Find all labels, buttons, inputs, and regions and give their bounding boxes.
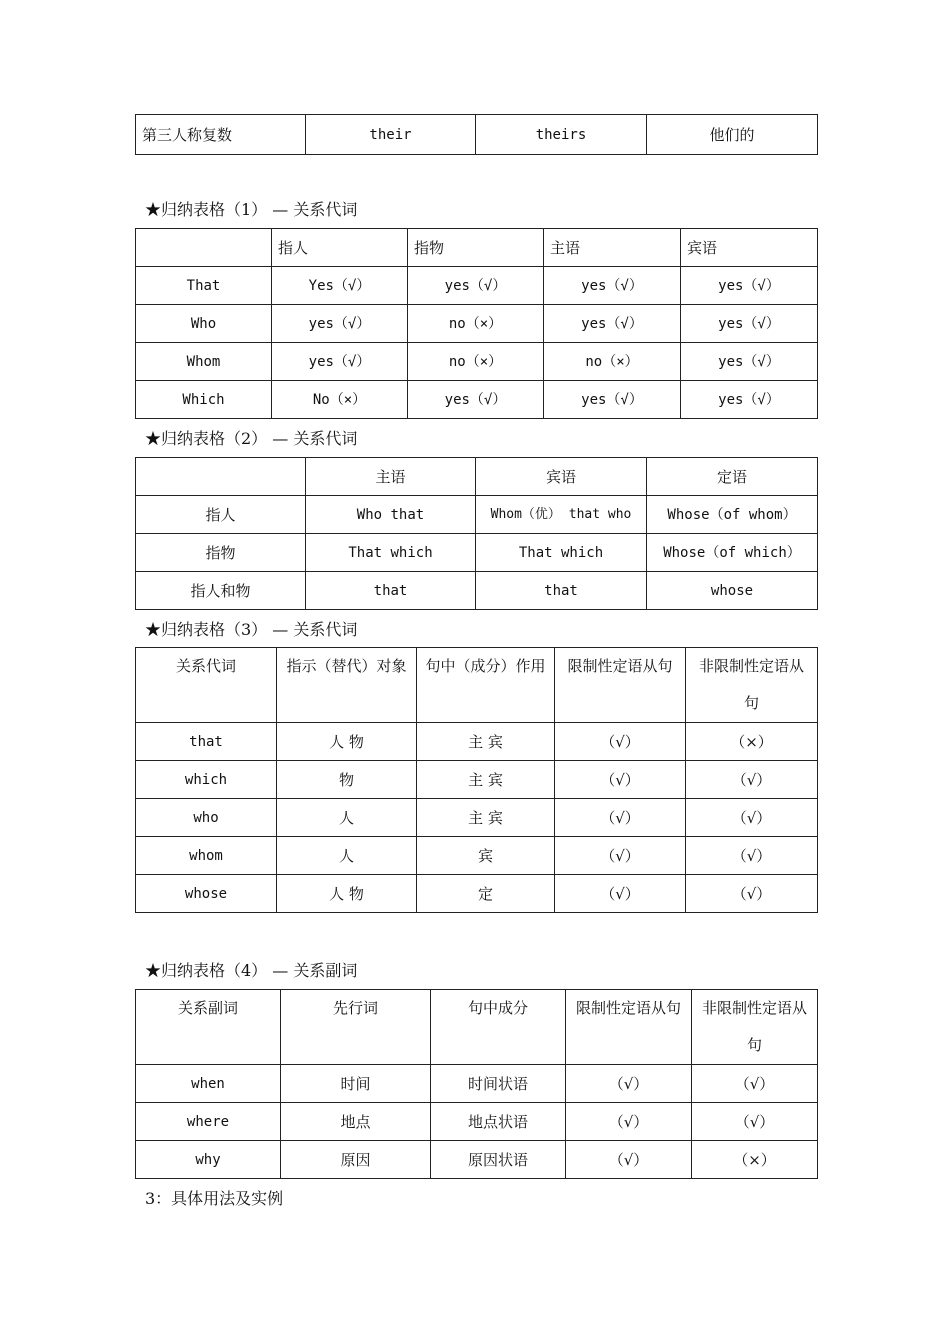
table-cell: （√）	[555, 761, 686, 799]
table-cell: （√）	[555, 799, 686, 837]
table-cell: 地点状语	[431, 1103, 566, 1141]
table-cell: 原因	[281, 1141, 431, 1179]
header-cell: 宾语	[476, 458, 647, 496]
table-cell: yes（√）	[681, 343, 818, 381]
section-heading-4: ★归纳表格（4） — 关系副词	[145, 961, 358, 980]
header-cell: 指人	[272, 229, 408, 267]
header-cell: 关系代词	[136, 648, 277, 723]
table-cell: yes（√）	[544, 267, 681, 305]
table-cell: 第三人称复数	[136, 115, 306, 155]
table-cell: yes（√）	[544, 305, 681, 343]
table-cell: 指人和物	[136, 572, 306, 610]
table-cell: That which	[476, 534, 647, 572]
header-cell: 非限制性定语从句	[692, 990, 818, 1065]
table-cell: 主 宾	[417, 723, 555, 761]
header-cell: 非限制性定语从句	[686, 648, 818, 723]
table-cell: （√）	[686, 837, 818, 875]
header-cell: 指物	[408, 229, 544, 267]
header-cell	[136, 458, 306, 496]
table-header-row	[136, 648, 818, 723]
table-cell: no（×）	[544, 343, 681, 381]
section-footer-text: 3：具体用法及实例	[145, 1189, 284, 1208]
table-cell: （√）	[555, 723, 686, 761]
table-cell: （√）	[692, 1103, 818, 1141]
table-row	[136, 496, 818, 534]
table-cell: Whom	[136, 343, 272, 381]
table-cell: yes（√）	[681, 267, 818, 305]
relative-pronoun-table-1	[135, 228, 818, 419]
header-cell	[136, 229, 272, 267]
table-cell: yes（√）	[681, 381, 818, 419]
table-cell: Whose（of whom）	[647, 496, 818, 534]
table-row	[136, 381, 818, 419]
table-cell: Whom（优） that who	[476, 496, 647, 534]
table-cell: when	[136, 1065, 281, 1103]
table-cell: that	[136, 723, 277, 761]
table-cell: （√）	[686, 761, 818, 799]
table-cell: yes（√）	[272, 305, 408, 343]
table-cell: Yes（√）	[272, 267, 408, 305]
table-cell: 时间	[281, 1065, 431, 1103]
table-row	[136, 761, 818, 799]
table-row	[136, 305, 818, 343]
table-cell: （√）	[566, 1103, 692, 1141]
table-cell: 他们的	[647, 115, 818, 155]
section-heading-1: ★归纳表格（1） — 关系代词	[145, 200, 358, 219]
table-cell: no（×）	[408, 305, 544, 343]
table-cell: 主 宾	[417, 761, 555, 799]
header-cell: 宾语	[681, 229, 818, 267]
table-row	[136, 723, 818, 761]
header-cell: 限制性定语从句	[566, 990, 692, 1065]
table-cell: （√）	[566, 1065, 692, 1103]
table-cell: whose	[647, 572, 818, 610]
table-cell: That	[136, 267, 272, 305]
table-cell: who	[136, 799, 277, 837]
relative-pronoun-table-3	[135, 647, 818, 913]
table-row	[136, 1141, 818, 1179]
section-heading-2: ★归纳表格（2） — 关系代词	[145, 429, 358, 448]
table-cell: 主 宾	[417, 799, 555, 837]
table-row	[136, 534, 818, 572]
table-row	[136, 267, 818, 305]
table-cell: Whose（of which）	[647, 534, 818, 572]
table-cell: yes（√）	[272, 343, 408, 381]
header-cell: 主语	[544, 229, 681, 267]
table-cell: （×）	[692, 1141, 818, 1179]
table-cell: that	[306, 572, 476, 610]
table-cell: that	[476, 572, 647, 610]
header-cell: 主语	[306, 458, 476, 496]
table-row	[136, 572, 818, 610]
table-cell: 定	[417, 875, 555, 913]
header-cell: 关系副词	[136, 990, 281, 1065]
table-row	[136, 115, 818, 155]
table-cell: which	[136, 761, 277, 799]
table-cell: 指物	[136, 534, 306, 572]
table-cell: 宾	[417, 837, 555, 875]
table-cell: why	[136, 1141, 281, 1179]
table-cell: yes（√）	[681, 305, 818, 343]
table-cell: Which	[136, 381, 272, 419]
table-cell: 人	[277, 799, 417, 837]
table-cell: 时间状语	[431, 1065, 566, 1103]
table-cell: 原因状语	[431, 1141, 566, 1179]
table-cell: That which	[306, 534, 476, 572]
table-header-row	[136, 458, 818, 496]
table-cell: yes（√）	[408, 381, 544, 419]
table-row	[136, 1103, 818, 1141]
relative-adverb-table	[135, 989, 818, 1179]
table-cell: （√）	[555, 837, 686, 875]
table-row	[136, 799, 818, 837]
table-header-row	[136, 990, 818, 1065]
table-row	[136, 837, 818, 875]
header-cell: 句中成分	[431, 990, 566, 1065]
table-cell: yes（√）	[408, 267, 544, 305]
table-cell: 人 物	[277, 723, 417, 761]
table-cell: 物	[277, 761, 417, 799]
table-cell: （√）	[686, 799, 818, 837]
table-row	[136, 875, 818, 913]
table-cell: （√）	[686, 875, 818, 913]
table-cell: whom	[136, 837, 277, 875]
table-cell: Who that	[306, 496, 476, 534]
table-cell: where	[136, 1103, 281, 1141]
table-row	[136, 343, 818, 381]
table-cell: （√）	[555, 875, 686, 913]
table-cell: 地点	[281, 1103, 431, 1141]
table-cell: Who	[136, 305, 272, 343]
table-cell: theirs	[476, 115, 647, 155]
table-header-row	[136, 229, 818, 267]
table-cell: 人 物	[277, 875, 417, 913]
table-cell: whose	[136, 875, 277, 913]
section-heading-3: ★归纳表格（3） — 关系代词	[145, 620, 358, 639]
table-cell: （√）	[566, 1141, 692, 1179]
pronoun-table-continuation	[135, 114, 818, 155]
table-row	[136, 1065, 818, 1103]
table-cell: yes（√）	[544, 381, 681, 419]
table-cell: （√）	[692, 1065, 818, 1103]
header-cell: 定语	[647, 458, 818, 496]
table-cell: 人	[277, 837, 417, 875]
header-cell: 句中（成分）作用	[417, 648, 555, 723]
header-cell: 限制性定语从句	[555, 648, 686, 723]
header-cell: 先行词	[281, 990, 431, 1065]
table-cell: （×）	[686, 723, 818, 761]
table-cell: 指人	[136, 496, 306, 534]
table-cell: their	[306, 115, 476, 155]
table-cell: no（×）	[408, 343, 544, 381]
relative-pronoun-table-2	[135, 457, 818, 610]
header-cell: 指示（替代）对象	[277, 648, 417, 723]
table-cell: No（×）	[272, 381, 408, 419]
